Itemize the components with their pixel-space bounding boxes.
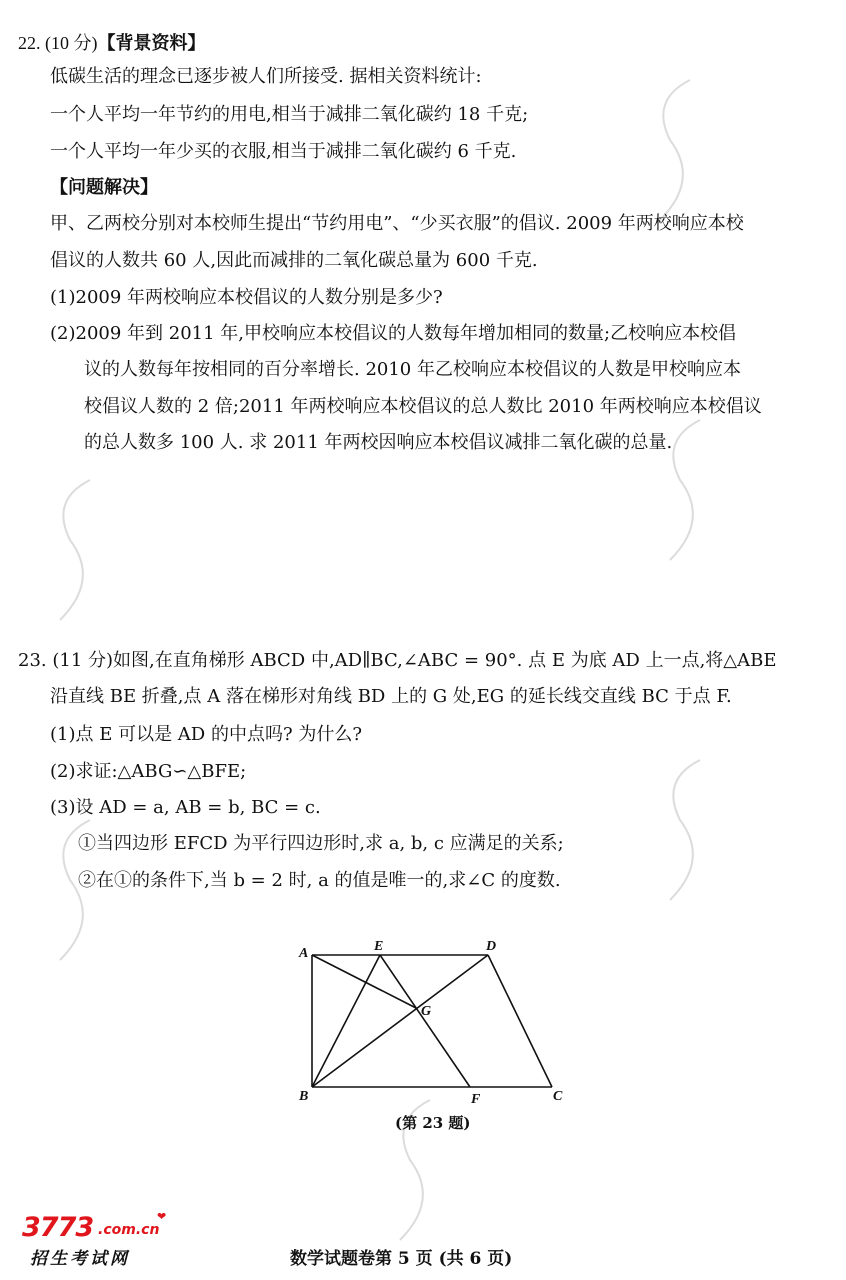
q22-background-line-3: 一个人平均一年少买的衣服,相当于减排二氧化碳约 6 千克. [50,141,517,162]
q23-stem-line-1: 23. (11 分)如图,在直角梯形 ABCD 中,AD∥BC,∠ABC = 90°. 点 E 为底 AD 上一点,将△ABE [18,650,777,671]
q23-sub-2: (2)求证:△ABG∽△BFE; [50,761,247,782]
q22-background-tag: 【背景资料】 [97,33,206,54]
q22-sub-2-line-4: 的总人数多 100 人. 求 2011 年两校因响应本校倡议减排二氧化碳的总量. [84,432,673,453]
segment-ef [380,955,470,1087]
q22-sub-2-line-1: (2)2009 年到 2011 年,甲校响应本校倡议的人数每年增加相同的数量;乙校响应本校倡 [50,323,737,344]
q22-problem-line-2: 倡议的人数共 60 人,因此而减排的二氧化碳总量为 600 千克. [50,250,538,271]
segment-dc [488,955,552,1087]
segment-ag [312,955,416,1008]
label-f: F [471,1092,481,1105]
logo-subtitle: 招生考试网 [30,1249,130,1269]
logo-domain: .com.cn [98,1222,160,1238]
page-footer: 数学试题卷第 5 页 (共 6 页) [290,1249,513,1269]
logo-number: 3773 [22,1212,94,1243]
trapezoid-diagram [290,935,580,1105]
site-logo [22,1212,182,1272]
q23-figure [290,935,580,1105]
q23-sub-3: (3)设 AD = a, AB = b, BC = c. [50,797,321,818]
figure-caption: (第 23 题) [395,1114,471,1132]
q23-sub-3b: ②在①的条件下,当 b = 2 时, a 的值是唯一的,求∠C 的度数. [78,870,561,891]
label-g: G [421,1004,432,1019]
q23-sub-3a: ①当四边形 EFCD 为平行四边形时,求 a, b, c 应满足的关系; [78,833,564,854]
q22-problem-line-1: 甲、乙两校分别对本校师生提出“节约用电”、“少买衣服”的倡议. 2009 年两校响应本校 [50,213,744,234]
segment-bd [312,955,488,1087]
label-c: C [553,1089,563,1104]
q22-background-line-1: 低碳生活的理念已逐步被人们所接受. 据相关资料统计: [50,66,482,87]
q22-problem-tag: 【问题解决】 [50,177,158,198]
heart-icon: ❤ [157,1210,167,1223]
q22-number: 22. (10 分) [18,33,98,53]
q22-background-line-2: 一个人平均一年节约的用电,相当于减排二氧化碳约 18 千克; [50,104,529,125]
label-a: A [299,946,309,961]
q22-sub-2-line-2: 议的人数每年按相同的百分率增长. 2010 年乙校响应本校倡议的人数是甲校响应本 [84,359,741,380]
label-b: B [299,1089,309,1104]
segment-be [312,955,380,1087]
q23-sub-1: (1)点 E 可以是 AD 的中点吗? 为什么? [50,724,362,745]
label-d: D [486,939,497,954]
q22-sub-2-line-3: 校倡议人数的 2 倍;2011 年两校响应本校倡议的总人数比 2010 年两校响应本校倡议 [84,396,762,417]
label-e: E [374,939,384,954]
q22-header [18,30,206,57]
q23-stem-line-2: 沿直线 BE 折叠,点 A 落在梯形对角线 BD 上的 G 处,EG 的延长线交直线 BC 于点 F. [50,686,732,707]
q22-sub-1: (1)2009 年两校响应本校倡议的人数分别是多少? [50,287,443,308]
